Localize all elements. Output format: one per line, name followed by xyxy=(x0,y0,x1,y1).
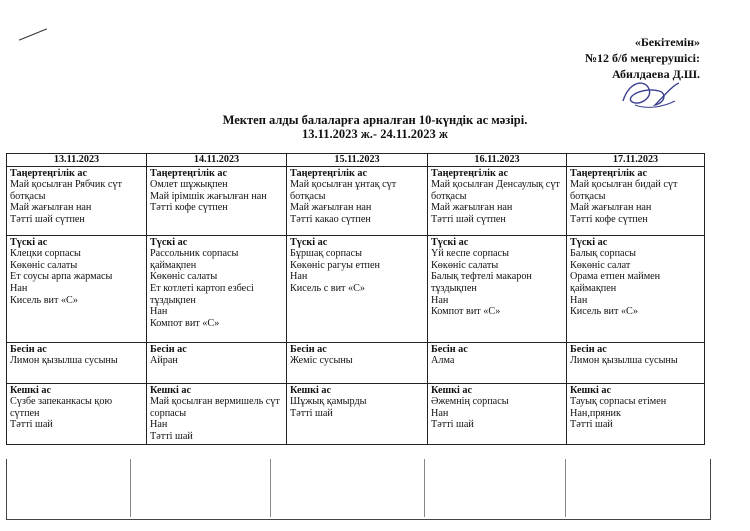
page-frame xyxy=(6,459,711,520)
menu-period: 13.11.2023 ж.- 24.11.2023 ж xyxy=(302,127,448,141)
meal-cell xyxy=(287,342,428,383)
meal-cell xyxy=(428,166,567,235)
menu-item: Нан xyxy=(431,294,449,306)
approval-signer: Абилдаева Д.Ш. xyxy=(611,67,700,81)
meal-title: Таңертеңгілік ас xyxy=(290,167,367,179)
menu-item: Клецки сорпасы xyxy=(10,248,81,260)
scan-stroke xyxy=(19,28,47,40)
signature-image xyxy=(615,75,685,113)
menu-item: Сүзбе запеканкасы қою сүтпен xyxy=(10,396,113,419)
menu-item: Кисель вит «С» xyxy=(570,306,638,318)
meal-title: Бесін ас xyxy=(10,343,47,355)
date-header: 16.11.2023 xyxy=(428,154,567,167)
menu-item: Балық сорпасы xyxy=(570,248,636,260)
meal-cell xyxy=(7,383,147,444)
meal-title: Бесін ас xyxy=(570,343,607,355)
meal-cell xyxy=(7,342,147,383)
menu-item: Нан xyxy=(431,407,449,419)
menu-item: Жеміс сусыны xyxy=(290,355,353,367)
menu-item: Балық тефтелі макарон тұздықпен xyxy=(431,271,532,294)
breakfast-row xyxy=(7,166,705,235)
date-header: 13.11.2023 xyxy=(7,154,147,167)
meal-cell xyxy=(567,383,705,444)
menu-item: Тәтті шәй сүтпен xyxy=(10,213,85,225)
menu-item: Компот вит «С» xyxy=(431,306,501,318)
meal-title: Түскі ас xyxy=(431,236,469,248)
menu-item: Тәтті какао сүтпен xyxy=(290,213,371,225)
menu-item: Тәтті кофе сүтпен xyxy=(150,202,228,214)
meal-title: Түскі ас xyxy=(290,236,328,248)
menu-item: Нан,пряник xyxy=(570,407,621,419)
menu-item: Нан xyxy=(150,419,168,431)
menu-item: Көкөніс салаты xyxy=(10,259,78,271)
menu-item: Тәтті шай xyxy=(570,419,613,431)
menu-item: Тәтті шай xyxy=(10,419,53,431)
meal-cell xyxy=(7,235,147,342)
meal-title: Таңертеңгілік ас xyxy=(150,167,227,179)
meal-cell xyxy=(567,342,705,383)
date-header: 17.11.2023 xyxy=(567,154,705,167)
meal-cell xyxy=(287,383,428,444)
meal-cell xyxy=(7,166,147,235)
meal-title: Таңертеңгілік ас xyxy=(431,167,508,179)
meal-cell xyxy=(287,166,428,235)
menu-item: Ет соусы арпа жармасы xyxy=(10,271,113,283)
menu-item: Тәтті шай xyxy=(290,407,333,419)
menu-item: Ет котлеті картоп езбесі тұздықпен xyxy=(150,282,254,306)
meal-title: Бесін ас xyxy=(290,343,327,355)
page-frame-line xyxy=(424,459,425,517)
menu-item: Көкөніс салаты xyxy=(431,259,499,271)
menu-item: Май қосылған Рябчик сүт ботқасы xyxy=(10,179,122,202)
meal-cell xyxy=(567,235,705,342)
meal-cell xyxy=(147,166,287,235)
menu-item: Лимон қызылша сусыны xyxy=(570,355,678,367)
lunch-row xyxy=(7,235,705,342)
meal-cell xyxy=(428,383,567,444)
meal-title: Түскі ас xyxy=(570,236,608,248)
menu-item: Компот вит «С» xyxy=(150,317,220,329)
menu-item: Нан xyxy=(290,271,308,283)
meal-title: Таңертеңгілік ас xyxy=(570,167,647,179)
meal-title: Бесін ас xyxy=(431,343,468,355)
menu-item: Омлет шұжықпен xyxy=(150,179,228,191)
menu-item: Тәтті шай xyxy=(431,419,474,431)
menu-item: Шұжық қамырды xyxy=(290,396,367,408)
menu-item: Кисель с вит «С» xyxy=(290,282,366,294)
meal-title: Бесін ас xyxy=(150,343,187,355)
menu-item: Тауық сорпасы етімен xyxy=(570,396,667,408)
menu-item: Айран xyxy=(150,355,178,367)
dinner-row xyxy=(7,383,705,444)
menu-item: Үй кеспе сорпасы xyxy=(431,248,509,260)
approval-position: №12 б/б меңгерушісі: xyxy=(584,51,700,65)
meal-title: Кешкі ас xyxy=(570,384,611,396)
meal-title: Түскі ас xyxy=(10,236,48,248)
page-frame-line xyxy=(130,459,131,517)
meal-cell xyxy=(428,342,567,383)
menu-item: Май жағылған нан xyxy=(10,202,92,214)
menu-item: Май қосылған вермишель сүт сорпасы xyxy=(150,396,280,419)
menu-item: Нан xyxy=(570,294,588,306)
menu-item: Тәтті шай xyxy=(150,430,193,442)
menu-item: Май жағылған нан xyxy=(570,202,652,214)
meal-cell xyxy=(147,235,287,342)
menu-item: Көкөніс рагуы етпен xyxy=(290,259,380,271)
menu-item: Май қосылған Денсаулық сүт ботқасы xyxy=(431,179,560,202)
date-header: 15.11.2023 xyxy=(287,154,428,167)
menu-item: Лимон қызылша сусыны xyxy=(10,355,118,367)
menu-item: Май қосылған бидай сүт ботқасы xyxy=(570,179,678,202)
menu-item: Рассольник сорпасы қаймақпен xyxy=(150,248,239,271)
menu-item: Май қосылған ұнтақ сүт ботқасы xyxy=(290,179,397,202)
page-frame-line xyxy=(270,459,271,517)
menu-item: Нан xyxy=(10,282,28,294)
meal-title: Кешкі ас xyxy=(431,384,472,396)
menu-item: Орама етпен маймен қаймақпен xyxy=(570,271,661,294)
meal-title: Кешкі ас xyxy=(10,384,51,396)
menu-item: Алма xyxy=(431,355,455,367)
menu-item: Май жағылған нан xyxy=(431,202,513,214)
meal-cell xyxy=(147,383,287,444)
date-header: 14.11.2023 xyxy=(147,154,287,167)
meal-title: Таңертеңгілік ас xyxy=(10,167,87,179)
meal-cell xyxy=(428,235,567,342)
meal-cell xyxy=(287,235,428,342)
page-frame-line xyxy=(565,459,566,517)
menu-item: Көкөніс салаты xyxy=(150,271,218,283)
menu-item: Бұршақ сорпасы xyxy=(290,248,362,260)
menu-item: Май ірімшік жағылған нан xyxy=(150,190,267,202)
menu-item: Әжемнің сорпасы xyxy=(431,396,509,408)
menu-item: Май жағылған нан xyxy=(290,202,372,214)
menu-table xyxy=(6,153,705,445)
snack-row xyxy=(7,342,705,383)
date-header-row xyxy=(7,154,705,167)
menu-item: Кисель вит «С» xyxy=(10,294,78,306)
meal-title: Түскі ас xyxy=(150,236,188,248)
menu-title: Мектеп алды балаларға арналған 10-күндік ас мәзірі. xyxy=(222,113,528,127)
meal-title: Кешкі ас xyxy=(290,384,331,396)
meal-title: Кешкі ас xyxy=(150,384,191,396)
approval-label: «Бекітемін» xyxy=(634,35,700,49)
meal-cell xyxy=(567,166,705,235)
menu-item: Көкөніс салат xyxy=(570,259,631,271)
menu-item: Нан xyxy=(150,306,168,318)
meal-cell xyxy=(147,342,287,383)
menu-item: Тәтті кофе сүтпен xyxy=(570,213,648,225)
menu-item: Тәтті шәй сүтпен xyxy=(431,213,506,225)
